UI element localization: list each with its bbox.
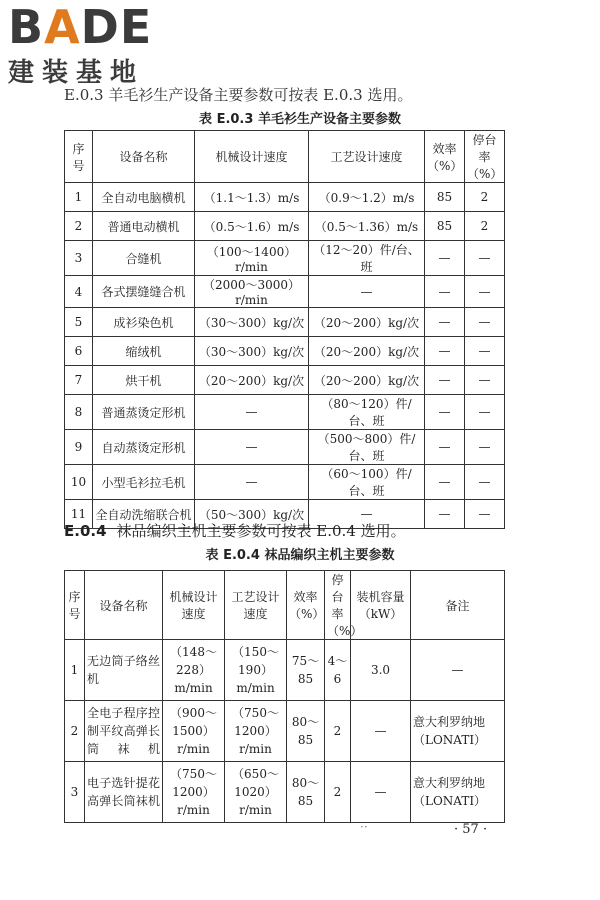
cell-downtime: — bbox=[465, 337, 505, 366]
col-header-efficiency: 效率（%） bbox=[425, 131, 465, 183]
cell-efficiency: 85 bbox=[425, 183, 465, 212]
table-e03 bbox=[64, 130, 505, 529]
cell-downtime: 2 bbox=[465, 183, 505, 212]
cell-index: 8 bbox=[65, 395, 93, 430]
cell-efficiency: — bbox=[425, 308, 465, 337]
cell-proc-speed: （750～1200）r/min bbox=[225, 701, 287, 762]
cell-index: 10 bbox=[65, 465, 93, 500]
stray-dots: ·· bbox=[360, 820, 368, 834]
cell-index: 5 bbox=[65, 308, 93, 337]
col-header-index: 序号 bbox=[65, 131, 93, 183]
cell-downtime: 2 bbox=[325, 701, 351, 762]
cell-index: 4 bbox=[65, 276, 93, 308]
cell-name: 缩绒机 bbox=[93, 337, 195, 366]
cell-mech-speed: （20～200）kg/次 bbox=[195, 366, 309, 395]
col-header-mech-speed: 机械设计速度 bbox=[163, 571, 225, 640]
cell-index: 11 bbox=[65, 500, 93, 529]
table-row bbox=[65, 212, 505, 241]
cell-downtime: — bbox=[465, 241, 505, 276]
cell-downtime: — bbox=[465, 465, 505, 500]
cell-efficiency: — bbox=[425, 276, 465, 308]
table-row bbox=[65, 640, 505, 701]
table-row bbox=[65, 183, 505, 212]
cell-proc-speed: （60～100）件/台、班 bbox=[309, 465, 425, 500]
logo-brand: BADE bbox=[8, 0, 153, 54]
cell-mech-speed: （2000～3000）r/min bbox=[195, 276, 309, 308]
cell-name: 小型毛衫拉毛机 bbox=[93, 465, 195, 500]
cell-name: 各式摆缝缝合机 bbox=[93, 276, 195, 308]
col-header-downtime: 停台率（%） bbox=[325, 571, 351, 640]
cell-mech-speed: — bbox=[195, 430, 309, 465]
cell-efficiency: 80～85 bbox=[287, 701, 325, 762]
cell-efficiency: — bbox=[425, 337, 465, 366]
col-header-index: 序号 bbox=[65, 571, 85, 640]
cell-index: 2 bbox=[65, 701, 85, 762]
cell-proc-speed: — bbox=[309, 500, 425, 529]
cell-name: 全电子程序控制平纹高弹长筒袜机 bbox=[85, 701, 163, 762]
cell-efficiency: 75～85 bbox=[287, 640, 325, 701]
cell-index: 3 bbox=[65, 762, 85, 823]
cell-efficiency: — bbox=[425, 430, 465, 465]
table-row bbox=[65, 337, 505, 366]
cell-downtime: — bbox=[465, 366, 505, 395]
cell-name: 全自动电脑横机 bbox=[93, 183, 195, 212]
col-header-name: 设备名称 bbox=[93, 131, 195, 183]
cell-name: 成衫染色机 bbox=[93, 308, 195, 337]
cell-name: 自动蒸烫定形机 bbox=[93, 430, 195, 465]
cell-proc-speed: （20～200）kg/次 bbox=[309, 366, 425, 395]
cell-capacity: — bbox=[351, 701, 411, 762]
cell-name: 全自动洗缩联合机 bbox=[93, 500, 195, 529]
col-header-mech-speed: 机械设计速度 bbox=[195, 131, 309, 183]
cell-mech-speed: （900～1500）r/min bbox=[163, 701, 225, 762]
cell-downtime: 2 bbox=[325, 762, 351, 823]
cell-downtime: — bbox=[465, 500, 505, 529]
cell-name: 普通蒸烫定形机 bbox=[93, 395, 195, 430]
table-row bbox=[65, 762, 505, 823]
cell-proc-speed: （150～190）m/min bbox=[225, 640, 287, 701]
cell-proc-speed: （20～200）kg/次 bbox=[309, 308, 425, 337]
col-header-remarks: 备注 bbox=[411, 571, 505, 640]
cell-proc-speed: （0.5～1.36）m/s bbox=[309, 212, 425, 241]
cell-proc-speed: （12～20）件/台、班 bbox=[309, 241, 425, 276]
col-header-name: 设备名称 bbox=[85, 571, 163, 640]
table-row bbox=[65, 465, 505, 500]
cell-efficiency: — bbox=[425, 241, 465, 276]
cell-name: 烘干机 bbox=[93, 366, 195, 395]
cell-capacity: 3.0 bbox=[351, 640, 411, 701]
cell-index: 3 bbox=[65, 241, 93, 276]
cell-mech-speed: — bbox=[195, 395, 309, 430]
col-header-proc-speed: 工艺设计速度 bbox=[225, 571, 287, 640]
cell-name: 电子选针提花高弹长筒袜机 bbox=[85, 762, 163, 823]
table-header-row bbox=[65, 131, 505, 183]
logo-subtitle: 建装基地 bbox=[8, 58, 145, 88]
cell-mech-speed: （50～300）kg/次 bbox=[195, 500, 309, 529]
page-number: · 57 · bbox=[454, 822, 488, 837]
cell-downtime: — bbox=[465, 276, 505, 308]
cell-name: 合缝机 bbox=[93, 241, 195, 276]
cell-capacity: — bbox=[351, 762, 411, 823]
intro-line: E.0.3 羊毛衫生产设备主要参数可按表 E.0.3 选用。 bbox=[64, 86, 413, 104]
cell-remarks: 意大利罗纳地（LONATI） bbox=[411, 762, 505, 823]
cell-mech-speed: （30～300）kg/次 bbox=[195, 308, 309, 337]
table-row bbox=[65, 308, 505, 337]
cell-mech-speed: — bbox=[195, 465, 309, 500]
cell-name: 无边筒子络丝机 bbox=[85, 640, 163, 701]
cell-downtime: — bbox=[465, 395, 505, 430]
cell-mech-speed: （30～300）kg/次 bbox=[195, 337, 309, 366]
cell-proc-speed: （500～800）件/台、班 bbox=[309, 430, 425, 465]
cell-index: 1 bbox=[65, 640, 85, 701]
cell-efficiency: — bbox=[425, 500, 465, 529]
col-header-efficiency: 效率（%） bbox=[287, 571, 325, 640]
cell-efficiency: 85 bbox=[425, 212, 465, 241]
table-row bbox=[65, 701, 505, 762]
cell-index: 1 bbox=[65, 183, 93, 212]
cell-index: 6 bbox=[65, 337, 93, 366]
cell-downtime: 4～6 bbox=[325, 640, 351, 701]
table-row bbox=[65, 276, 505, 308]
table-row bbox=[65, 395, 505, 430]
cell-mech-speed: （1.1～1.3）m/s bbox=[195, 183, 309, 212]
cell-efficiency: — bbox=[425, 465, 465, 500]
cell-proc-speed: （20～200）kg/次 bbox=[309, 337, 425, 366]
table1-caption: 表 E.0.3 羊毛衫生产设备主要参数 bbox=[199, 112, 401, 127]
col-header-capacity: 装机容量（kW） bbox=[351, 571, 411, 640]
cell-name: 普通电动横机 bbox=[93, 212, 195, 241]
cell-mech-speed: （750～1200）r/min bbox=[163, 762, 225, 823]
table-header-row bbox=[65, 571, 505, 640]
cell-efficiency: 80～85 bbox=[287, 762, 325, 823]
table-row bbox=[65, 366, 505, 395]
section-number: E.0.4 bbox=[64, 522, 107, 540]
cell-mech-speed: （100～1400）r/min bbox=[195, 241, 309, 276]
cell-efficiency: — bbox=[425, 395, 465, 430]
cell-efficiency: — bbox=[425, 366, 465, 395]
col-header-proc-speed: 工艺设计速度 bbox=[309, 131, 425, 183]
col-header-downtime: 停台率（%） bbox=[465, 131, 505, 183]
cell-index: 2 bbox=[65, 212, 93, 241]
table2-caption: 表 E.0.4 袜品编织主机主要参数 bbox=[205, 548, 395, 563]
cell-index: 9 bbox=[65, 430, 93, 465]
cell-remarks: — bbox=[411, 640, 505, 701]
brand-logo bbox=[8, 0, 178, 89]
section-text: 袜品编织主机主要参数可按表 E.0.4 选用。 bbox=[116, 522, 406, 540]
cell-remarks: 意大利罗纳地（LONATI） bbox=[411, 701, 505, 762]
cell-mech-speed: （148～228）m/min bbox=[163, 640, 225, 701]
cell-proc-speed: （650～1020）r/min bbox=[225, 762, 287, 823]
cell-index: 7 bbox=[65, 366, 93, 395]
section-e04 bbox=[64, 520, 406, 541]
cell-mech-speed: （0.5～1.6）m/s bbox=[195, 212, 309, 241]
cell-proc-speed: （0.9～1.2）m/s bbox=[309, 183, 425, 212]
cell-proc-speed: （80～120）件/台、班 bbox=[309, 395, 425, 430]
cell-downtime: — bbox=[465, 430, 505, 465]
table-e04 bbox=[64, 570, 505, 823]
cell-downtime: — bbox=[465, 308, 505, 337]
table-row bbox=[65, 430, 505, 465]
cell-proc-speed: — bbox=[309, 276, 425, 308]
cell-downtime: 2 bbox=[465, 212, 505, 241]
table-row bbox=[65, 241, 505, 276]
